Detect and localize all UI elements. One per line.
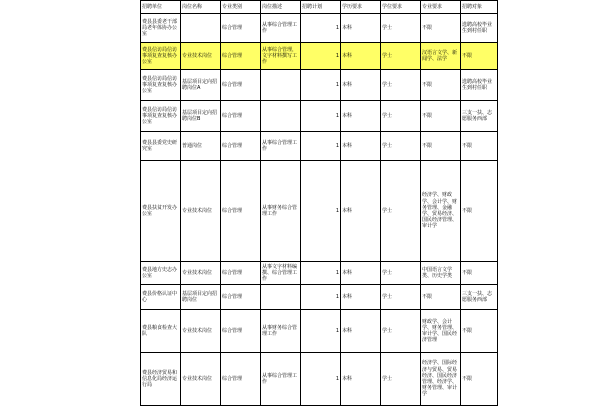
table-cell[interactable]: 本科 (341, 101, 381, 132)
table-cell[interactable]: 不限 (421, 14, 461, 43)
table-row (141, 43, 498, 70)
table-cell[interactable]: 费县县委党史研究室 (141, 132, 181, 161)
table-row (141, 285, 498, 310)
table-cell[interactable]: 综合管理 (221, 70, 261, 101)
table-cell[interactable]: 从事综合管理工作 (261, 353, 301, 406)
header-cell: 招聘计划 (301, 1, 341, 14)
table-cell[interactable]: 费县信访局信访事项复查复核办公室 (141, 43, 181, 70)
table-cell[interactable]: 学士 (381, 43, 421, 70)
table-cell[interactable]: 汉语言文学、新闻学、法学 (421, 43, 461, 70)
table-cell[interactable]: 从事财务综合管理工作 (261, 310, 301, 353)
table-cell[interactable]: 1 (301, 101, 341, 132)
header-cell: 学历要求 (341, 1, 381, 14)
header-row (141, 1, 498, 14)
table-cell[interactable]: 本科 (341, 70, 381, 101)
table-cell[interactable]: 综合管理 (221, 285, 261, 310)
table-cell[interactable]: 综合管理 (221, 161, 261, 262)
table-cell[interactable]: 从事综合管理工作 (261, 132, 301, 161)
table-cell[interactable]: 本科 (341, 43, 381, 70)
table-row (141, 262, 498, 285)
table-cell[interactable]: 综合管理 (221, 262, 261, 285)
table-cell[interactable]: 基层项目定向招聘岗位 (181, 285, 221, 310)
table-cell[interactable]: 本科 (341, 161, 381, 262)
table-cell[interactable]: 综合管理 (221, 132, 261, 161)
table-cell[interactable]: 本科 (341, 285, 381, 310)
table-cell[interactable]: 综合管理 (221, 101, 261, 132)
table-cell[interactable]: 学士 (381, 14, 421, 43)
table-cell[interactable]: 学士 (381, 262, 421, 285)
table-cell[interactable]: 1 (301, 285, 341, 310)
table-cell[interactable]: 基层项目定向招聘岗位B (181, 101, 221, 132)
table-cell[interactable]: 不限 (421, 101, 461, 132)
table-body (141, 14, 498, 406)
header-cell: 岗位名称 (181, 1, 221, 14)
table-cell[interactable]: 专业技术岗位 (181, 161, 221, 262)
table-cell[interactable]: 从事财务综合管理工作 (261, 161, 301, 262)
recruitment-table (140, 0, 498, 406)
table-cell[interactable]: 从事综合管理，文字材料撰写工作 (261, 43, 301, 70)
table-cell[interactable]: 三支一扶、志愿服务西部 (461, 285, 498, 310)
table-cell[interactable]: 中国语言文学类、历史学类 (421, 262, 461, 285)
table-cell[interactable]: 专业技术岗位 (181, 262, 221, 285)
table-cell[interactable]: 综合管理 (221, 353, 261, 406)
table-cell[interactable] (181, 14, 221, 43)
table-cell[interactable]: 费县信访局信访事项复查复核办公室 (141, 70, 181, 101)
header-cell: 专业要求 (421, 1, 461, 14)
header-cell: 学位要求 (381, 1, 421, 14)
table-row (141, 310, 498, 353)
table-cell[interactable]: 1 (301, 70, 341, 101)
table-cell[interactable]: 1 (301, 43, 341, 70)
table-cell[interactable]: 本科 (341, 14, 381, 43)
table-cell[interactable]: 本科 (341, 353, 381, 406)
table-cell[interactable]: 基层项目定向招聘岗位A (181, 70, 221, 101)
table-cell[interactable]: 选聘高校毕业生到村任职 (461, 14, 498, 43)
table-cell[interactable]: 1 (301, 14, 341, 43)
table-cell[interactable]: 综合管理 (221, 14, 261, 43)
table-cell[interactable]: 费县扶贫开发办公室 (141, 161, 181, 262)
table-cell[interactable]: 费县价格认证中心 (141, 285, 181, 310)
table-row (141, 14, 498, 43)
table-cell[interactable]: 不限 (421, 70, 461, 101)
header-cell: 专业类别 (221, 1, 261, 14)
table-cell[interactable]: 学士 (381, 353, 421, 406)
table-cell[interactable]: 费县信访局信访事项复查复核办公室 (141, 101, 181, 132)
table-cell[interactable]: 不限 (461, 161, 498, 262)
table-cell[interactable]: 1 (301, 310, 341, 353)
table-cell[interactable]: 本科 (341, 132, 381, 161)
table-cell[interactable]: 不限 (461, 353, 498, 406)
table-cell[interactable]: 1 (301, 132, 341, 161)
table-cell[interactable]: 费县地方史志办公室 (141, 262, 181, 285)
table-cell[interactable]: 专业技术岗位 (181, 353, 221, 406)
table-cell[interactable]: 不限 (421, 132, 461, 161)
table-cell[interactable] (261, 101, 301, 132)
table-cell[interactable]: 学士 (381, 132, 421, 161)
table-row (141, 161, 498, 262)
table-cell[interactable]: 经济学、国际经济与贸易、贸易经济、国民经济管理、经济学、财务管理、审计学 (421, 353, 461, 406)
table-cell[interactable]: 1 (301, 353, 341, 406)
table-cell[interactable]: 不限 (461, 310, 498, 353)
table-row (141, 70, 498, 101)
table-cell[interactable]: 从事综合管理工作 (261, 14, 301, 43)
table-cell[interactable]: 1 (301, 262, 341, 285)
table-cell[interactable]: 综合管理 (221, 310, 261, 353)
table-cell[interactable] (261, 70, 301, 101)
table-cell[interactable]: 综合管理 (221, 43, 261, 70)
table-cell[interactable]: 普通岗位 (181, 132, 221, 161)
table-cell[interactable]: 学士 (381, 285, 421, 310)
table-cell[interactable]: 不限 (421, 285, 461, 310)
table-cell[interactable]: 学士 (381, 70, 421, 101)
table-cell[interactable]: 专业技术岗位 (181, 310, 221, 353)
header-cell: 招聘对象 (461, 1, 498, 14)
table-cell[interactable]: 费县县委老干部局老年体协办公室 (141, 14, 181, 43)
table-cell[interactable]: 从事文字材料编撰、综合管理工作 (261, 262, 301, 285)
table-row (141, 353, 498, 406)
table-cell[interactable]: 学士 (381, 310, 421, 353)
table-cell[interactable]: 本科 (341, 262, 381, 285)
table-cell[interactable]: 三支一扶、志愿服务西部 (461, 101, 498, 132)
table-cell[interactable] (261, 285, 301, 310)
table-cell[interactable]: 不限 (461, 43, 498, 70)
header-cell: 招聘单位 (141, 1, 181, 14)
table-cell[interactable]: 选聘高校毕业生到村任职 (461, 70, 498, 101)
table-cell[interactable]: 本科 (341, 310, 381, 353)
table-cell[interactable]: 学士 (381, 101, 421, 132)
table-cell[interactable]: 1 (301, 161, 341, 262)
table-cell[interactable]: 学士 (381, 161, 421, 262)
spreadsheet (140, 0, 498, 406)
header-cell: 岗位描述 (261, 1, 301, 14)
table-cell[interactable]: 财政学、会计学、财务管理、审计学、国民经济管理 (421, 310, 461, 353)
table-row (141, 132, 498, 161)
table-cell[interactable]: 经济学、财政学、会计学、财务管理、金融学、贸易经济、国民经济管理、审计学 (421, 161, 461, 262)
table-cell[interactable]: 不限 (461, 262, 498, 285)
table-cell[interactable]: 不限 (461, 132, 498, 161)
table-cell[interactable]: 费县粮食检查大队 (141, 310, 181, 353)
table-cell[interactable]: 专业技术岗位 (181, 43, 221, 70)
table-cell[interactable]: 费县经济贸易和信息化局经济运行局 (141, 353, 181, 406)
table-row (141, 101, 498, 132)
